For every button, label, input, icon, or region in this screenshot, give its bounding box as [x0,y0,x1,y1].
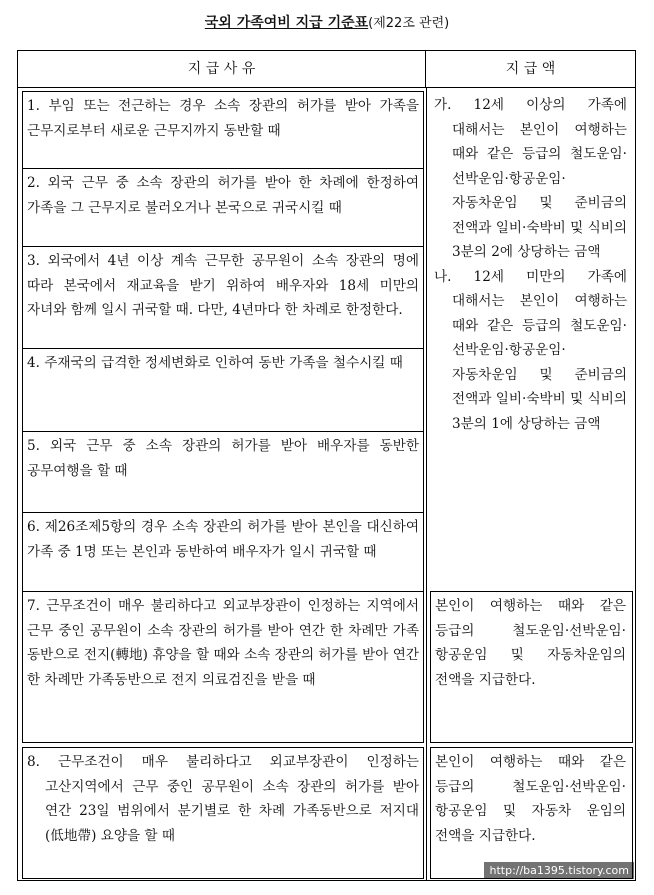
reason-text: 4. 주재국의 급격한 정세변화로 인하여 동반 가족을 철수시킬 때 [27,355,403,371]
reason-text: 1. 부임 또는 전근하는 경우 소속 장관의 허가를 받아 가족을 근무지로부터 새로운 근무지까지 동반할 때 [27,98,419,139]
table-row-5 [22,431,424,513]
reason-text: 6. 제26조제5항의 경우 소속 장관의 허가를 받아 본인을 대신하여 가족 중 1명 또는 본인과 동반하여 배우자가 일시 귀국할 때 [27,519,419,560]
title-sub: (제22조 관련) [368,16,450,31]
amount-item-a: 가. 12세 이상의 가족에 대해서는 본인이 여행하는 때와 같은 등급의 철도운임·선박운임·항공운임·자동차운임 및 준비금의 전액과 일비·숙박비 및 식비의 3분의 2에 상당하는 금액 [434,97,627,260]
table-row-3 [22,246,424,349]
reason-text: 3. 외국에서 4년 이상 계속 근무한 공무원이 소속 장관의 명에 따라 본국에서 재교육을 받기 위하여 배우자와 18세 미만의 자녀와 함께 일시 귀국할 때. 다만, 4년마다 한 차례로 한정한다. [27,253,419,318]
page-title [0,12,654,32]
allowance-table [17,50,636,881]
amount-cell-row-7 [430,591,633,743]
amount-item-b: 나. 12세 미만의 가족에 대해서는 본인이 여행하는 때와 같은 등급의 철도운임·선박운임·항공운임·자동차운임 및 준비금의 전액과 일비·숙박비 및 식비의 3분의 1에 상당하는 금액 [434,268,627,432]
table-row-8 [22,747,424,879]
table-row-6 [22,512,424,592]
amount-cell-rows-1-6 [430,91,633,591]
header-reason: 지 급 사 유 [18,51,426,88]
title-main: 국외 가족여비 지급 기준표 [204,15,369,31]
reason-text: 7. 근무조건이 매우 불리하다고 외교부장관이 인정하는 지역에서 근무 중인 공무원이 소속 장관의 허가를 받아 연간 한 차례만 가족 동반으로 전지(轉地) 휴양을 할 때와 소속 장관의 허가를 받아 연간 한 차례만 가족동반으로 전지 의료검진을 받을 때 [27,598,419,688]
amount-cell-row-8 [430,747,633,879]
reason-text: 8. 근무조건이 매우 불리하다고 외교부장관이 인정하는 고산지역에서 근무 중인 공무원이 소속 장관의 허가를 받아 연간 23일 범위에서 분기별로 한 차례 가족동반으로 저지대(低地帶) 요양을 할 때 [27,754,419,844]
reason-text: 2. 외국 근무 중 소속 장관의 허가를 받아 한 차례에 한정하여 가족을 그 근무지로 불러오거나 본국으로 귀국시킬 때 [27,175,419,216]
column-divider [426,88,427,880]
header-amount: 지 급 액 [426,51,635,88]
table-row-4 [22,348,424,432]
reason-text: 5. 외국 근무 중 소속 장관의 허가를 받아 배우자를 동반한 공무여행을 할 때 [27,438,419,479]
table-row-2 [22,168,424,247]
amount-text: 본인이 여행하는 때와 같은 등급의 철도운임·선박운임·항공운임 및 자동차운임의 전액을 지급한다. [435,598,626,688]
amount-text: 본인이 여행하는 때와 같은 등급의 철도운임·선박운임·항공운임 및 자동차 운임의 전액을 지급한다. [435,754,626,844]
table-row-1 [22,91,424,169]
watermark-url: http://ba1395.tistory.com [484,862,634,879]
table-row-7 [22,591,424,743]
